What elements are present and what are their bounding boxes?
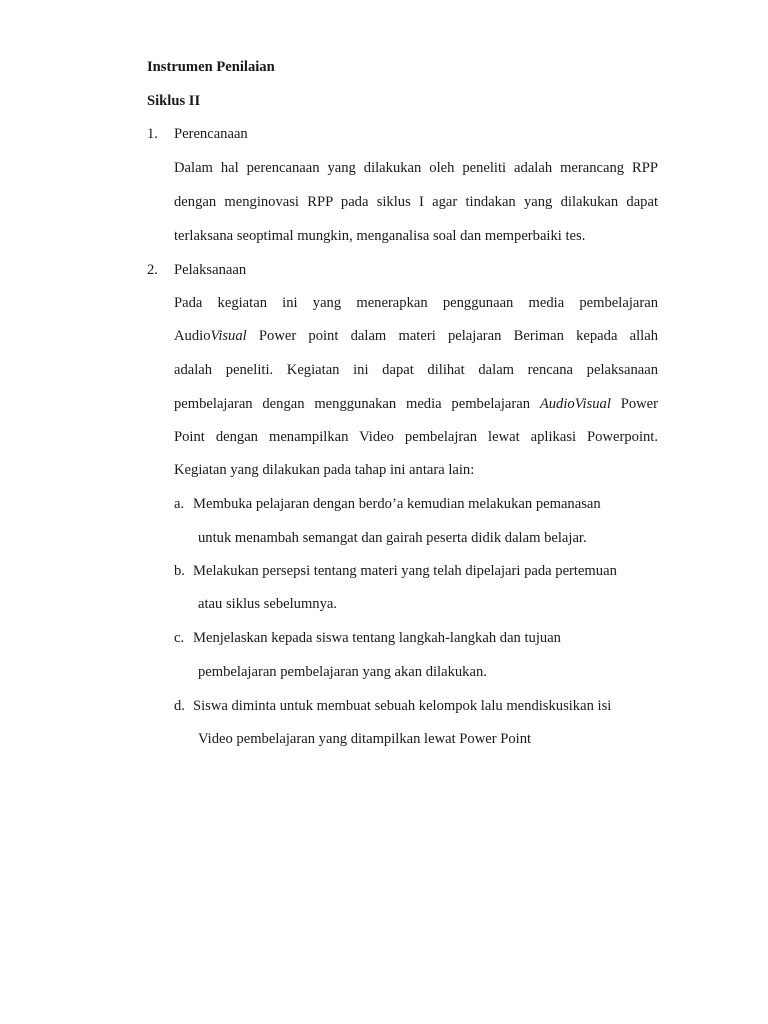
section-2-title: Pelaksanaan bbox=[174, 262, 247, 278]
section-2-paragraph-line-1: Pada kegiatan ini yang menerapkan penggunaan media pembelajaran bbox=[174, 295, 658, 311]
audiovisual-italic-text: AudioVisual bbox=[539, 396, 611, 412]
line-4-prefix: pembelajaran dengan menggunakan media pembelajaran bbox=[174, 396, 540, 412]
item-d-marker: d. bbox=[174, 698, 185, 714]
item-b-marker: b. bbox=[174, 563, 185, 579]
item-a-marker: a. bbox=[174, 496, 185, 512]
item-a-line-2: untuk menambah semangat dan gairah peserta didik dalam belajar. bbox=[198, 530, 587, 546]
section-1-number: 1. bbox=[147, 126, 158, 142]
item-c-line-2: pembelajaran pembelajaran yang akan dilakukan. bbox=[198, 664, 487, 680]
section-2-paragraph-line-4 bbox=[174, 395, 658, 413]
section-2-paragraph-line-3: adalah peneliti. Kegiatan ini dapat dilihat dalam rencana pelaksanaan bbox=[174, 362, 658, 378]
section-1-title: Perencanaan bbox=[174, 126, 248, 142]
item-b-line-1: Melakukan persepsi tentang materi yang telah dipelajari pada pertemuan bbox=[193, 563, 617, 579]
item-b-line-2: atau siklus sebelumnya. bbox=[198, 596, 338, 612]
line-2-rest: Power point dalam materi pelajaran Beriman kepada allah bbox=[246, 328, 658, 344]
section-1-paragraph-line-2: dengan menginovasi RPP pada siklus I agar tindakan yang dilakukan dapat bbox=[174, 194, 658, 210]
section-2-paragraph-line-2 bbox=[174, 327, 658, 345]
audio-text: Audio bbox=[174, 328, 211, 344]
line-4-rest: Power bbox=[610, 396, 658, 412]
item-d-line-1: Siswa diminta untuk membuat sebuah kelompok lalu mendiskusikan isi bbox=[193, 698, 612, 714]
visual-italic-text: Visual bbox=[210, 328, 247, 344]
item-a-line-1: Membuka pelajaran dengan berdo’a kemudian melakukan pemanasan bbox=[193, 496, 601, 512]
section-2-paragraph-line-6: Kegiatan yang dilakukan pada tahap ini antara lain: bbox=[174, 462, 475, 478]
cycle-subheading: Siklus II bbox=[147, 93, 201, 109]
section-1-paragraph-line-3: terlaksana seoptimal mungkin, menganalisa soal dan memperbaiki tes. bbox=[174, 228, 586, 244]
document-heading: Instrumen Penilaian bbox=[147, 59, 275, 75]
item-d-line-2: Video pembelajaran yang ditampilkan lewat Power Point bbox=[198, 731, 532, 747]
section-2-paragraph-line-5: Point dengan menampilkan Video pembelajran lewat aplikasi Powerpoint. bbox=[174, 429, 658, 445]
item-c-line-1: Menjelaskan kepada siswa tentang langkah-langkah dan tujuan bbox=[193, 630, 561, 646]
item-c-marker: c. bbox=[174, 630, 185, 646]
section-1-paragraph-line-1: Dalam hal perencanaan yang dilakukan oleh peneliti adalah merancang RPP bbox=[174, 160, 658, 176]
section-2-number: 2. bbox=[147, 262, 158, 278]
